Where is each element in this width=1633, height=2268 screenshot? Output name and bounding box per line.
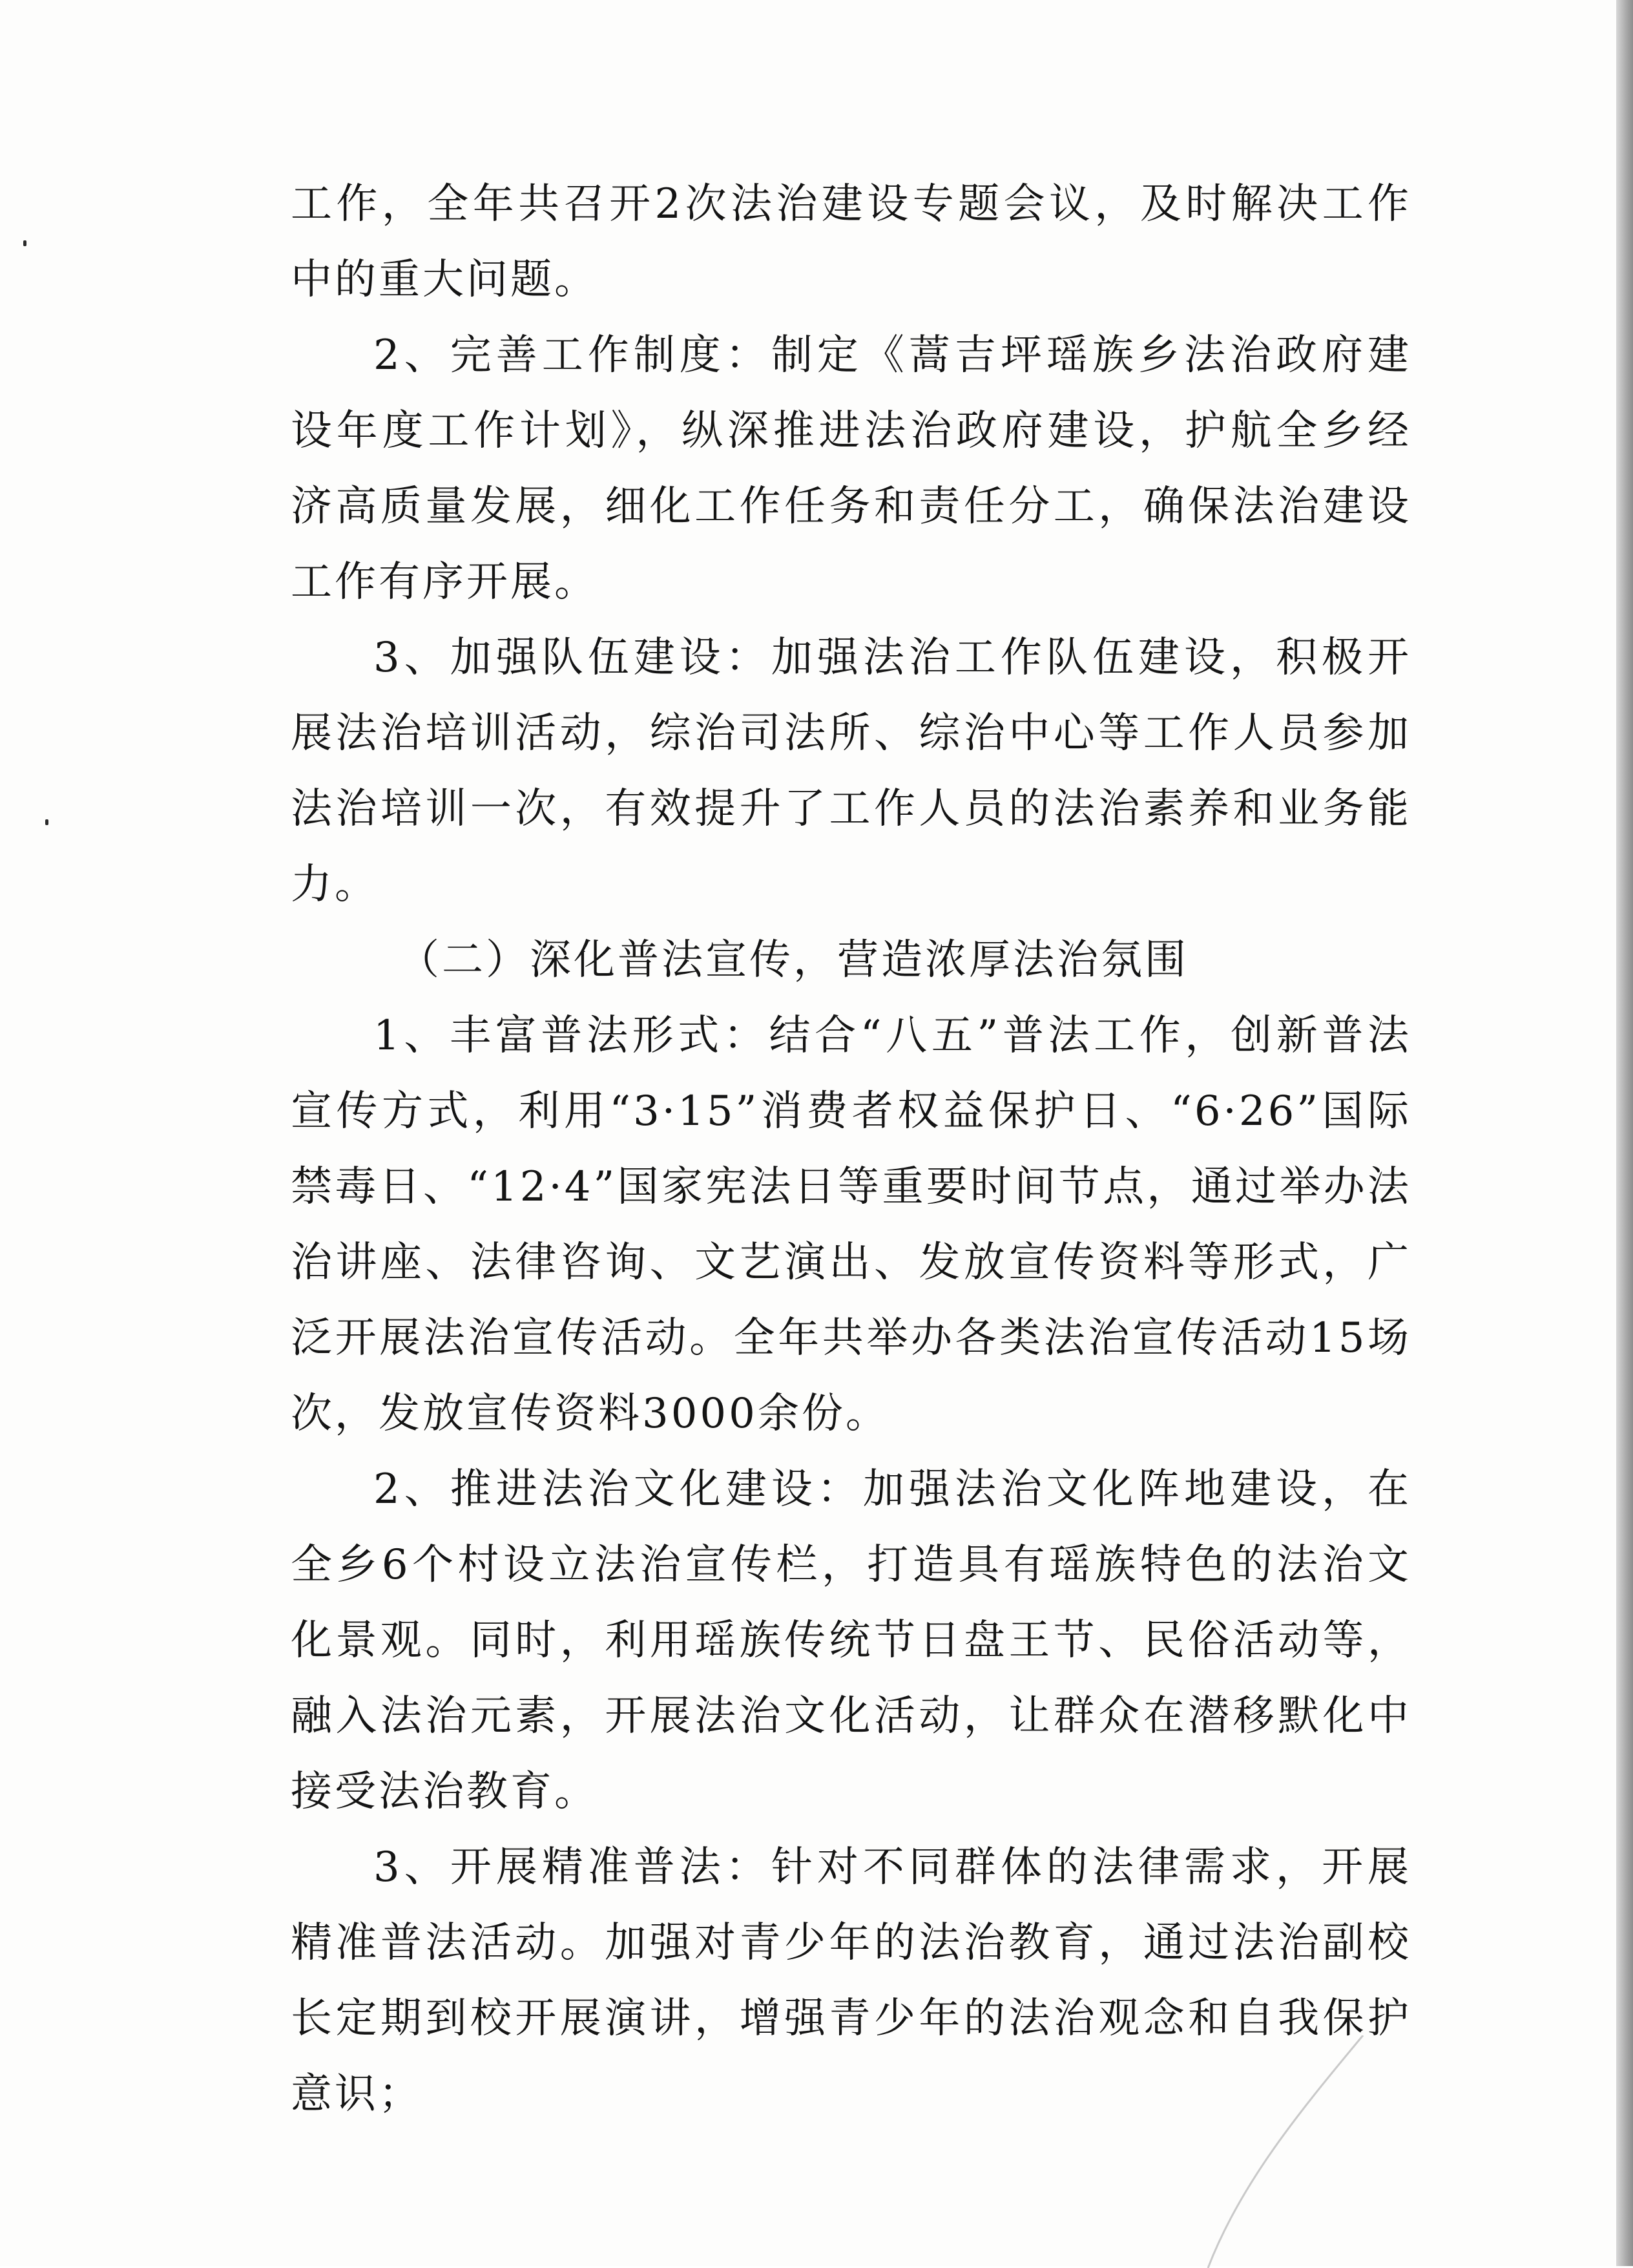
scan-shadow-edge	[1616, 0, 1633, 2266]
section-heading-legal-publicity: （二）深化普法宣传，营造浓厚法治氛围	[398, 936, 1189, 984]
paragraph-meeting-continuation: 工作，全年共召开2次法治建设专题会议，及时解决工作中的重大问题。	[291, 180, 1411, 304]
paragraph-work-system: 2、完善工作制度：制定《蒿吉坪瑶族乡法治政府建设年度工作计划》，纵深推进法治政府建设，护航全乡经济高质量发展，细化工作任务和责任分工，确保法治建设工作有序开展。	[291, 331, 1411, 606]
paragraph-publicity-forms: 1、丰富普法形式：结合“八五”普法工作，创新普法宣传方式，利用“3·15”消费者权益保护日、“6·26”国际禁毒日、“12·4”国家宪法日等重要时间节点，通过举办法治讲座、法律咨询、文艺演出、发放宣传资料等形式，广泛开展法治宣传活动。全年共举办各类法治宣传活动15场次，发放宣传资料3000余份。	[291, 1012, 1411, 1438]
paragraph-precise-publicity: 3、开展精准普法：针对不同群体的法律需求，开展精准普法活动。加强对青少年的法治教育，通过法治副校长定期到校开展演讲，增强青少年的法治观念和自我保护意识；	[291, 1843, 1411, 2118]
paragraph-legal-culture: 2、推进法治文化建设：加强法治文化阵地建设，在全乡6个村设立法治宣传栏，打造具有瑶族特色的法治文化景观。同时，利用瑶族传统节日盘王节、民俗活动等，融入法治元素，开展法治文化活动，让群众在潜移默化中接受法治教育。	[291, 1465, 1411, 1816]
scan-speck	[45, 819, 48, 825]
document-body	[291, 167, 1411, 2132]
paragraph-team-building: 3、加强队伍建设：加强法治工作队伍建设，积极开展法治培训活动，综治司法所、综治中心等工作人员参加法治培训一次，有效提升了工作人员的法治素养和业务能力。	[291, 634, 1411, 908]
scan-speck	[23, 240, 26, 246]
